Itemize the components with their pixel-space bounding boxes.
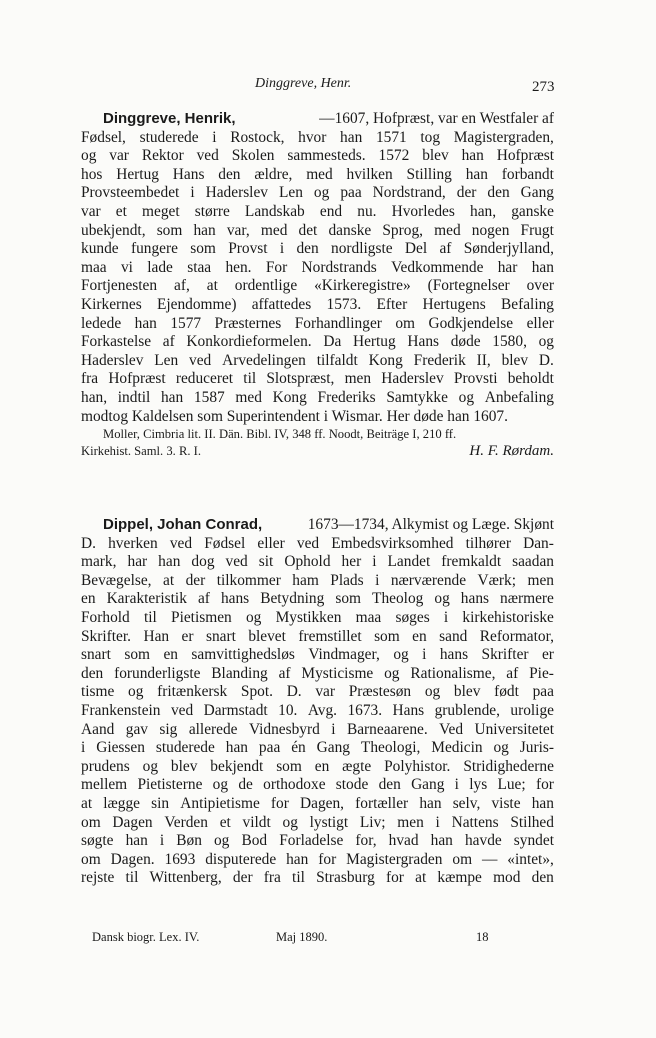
text-line: var et meget større Landskab end nu. Hvorledes han, ganske [81,202,554,220]
footer-signature: 18 [476,930,489,944]
text-line: Skrifter. Han er snart blevet fremstillet som en sand Reformator, [81,627,554,645]
text-line: prudens og blev bekjendt som en ægte Polyhistor. Stridighederne [81,757,554,775]
text-line: en Karakteristik af hans Betydning som Theolog og hans nærmere [81,590,554,608]
text-line: snart som en samvittighedsløs Vindmager, og i hans Skrifter er [81,646,554,664]
text-line: hos Hertug Hans den ældre, med hvilken Stilling han forbandt [81,165,554,183]
text-line: rejste til Wittenberg, der fra til Strasburg for at kæmpe mod den [81,869,554,887]
entry-dinggreve [81,110,554,460]
text-line: Forhold til Pietismen og Mystikken maa søges i kirkehistoriske [81,608,554,626]
text-line: ubekjendt, som han var, med det danske Sprog, med nogen Frugt [81,221,554,239]
entry-first-line [81,110,554,129]
page-number: 273 [532,79,555,95]
entry-first-line [81,516,554,535]
text-line: og var Rektor ved Skolen sammesteds. 1572 blev han Hofpræst [81,147,554,165]
text-line: Forkastelse af Konkordieformelen. Da Hertug Hans døde 1580, og [81,333,554,351]
text-line: maa vi lade staa hen. For Nordstrands Vedkommende har han [81,258,554,276]
text-line: om Dagen Verden et vildt og lystigt Liv; men i Nattens Stilhed [81,813,554,831]
text-line: kunde fungere som Provst i den nordligste Del af Sønderjylland, [81,240,554,258]
footer-date: Maj 1890. [276,930,328,944]
text-line: Frankenstein ved Darmstadt 10. Avg. 1673. Hans grublende, urolige [81,701,554,719]
footer [92,930,492,948]
text-line: modtog Kaldelsen som Superintendent i Wismar. Her døde han 1607. [81,407,508,425]
running-head-title: Dinggreve, Henr. [255,76,352,91]
text-line: tisme og fritænkersk Spot. D. var Præstesøn og blev født paa [81,683,554,701]
footer-work: Dansk biogr. Lex. IV. [92,930,200,944]
text-line: —1607, Hofpræst, var en Westfaler af [319,110,554,127]
sources-line-author [81,443,554,460]
text-line: Fødsel, studerede i Rostock, hvor han 1571 tog Magistergraden, [81,128,554,146]
text-line: Fortjenesten af, at ordentlige «Kirkeregistre» (Fortegnelser over [81,277,554,295]
text-line: 1673—1734, Alkymist og Læge. Skjønt [307,516,554,533]
text-line: mellem Pietisterne og de orthodoxe stode den Gang i lys Lue; for [81,776,554,794]
text-line: Provsteembedet i Haderslev Len og paa Nordstrand, der den Gang [81,184,554,202]
text-line: fra Hofpræst reduceret til Slotspræst, men Haderslev Provsti beholdt [81,370,554,388]
sources-line: Kirkehist. Saml. 3. R. I. [81,444,201,459]
text-line: den forunderligste Blanding af Mysticisme og Rationalisme, af Pie- [81,664,554,682]
entry-dippel [81,516,554,888]
text-line: ledede han 1577 Præsternes Forhandlinger om Godkjendelse eller [81,314,554,332]
text-line: Bevægelse, at der tilkommer ham Plads i nærværende Værk; men [81,571,554,589]
text-line: D. hverken ved Fødsel eller ved Embedsvirksomhed tilhører Dan- [81,534,554,552]
text-line: om Dagen. 1693 disputerede han for Magistergraden om — «intet», [81,850,554,868]
sources-line: Moller, Cimbria lit. II. Dän. Bibl. IV, 348 ff. Noodt, Beiträge I, 210 ff. [103,427,457,442]
text-line: i Giessen studerede han paa én Gang Theologi, Medicin og Juris- [81,739,554,757]
text-line: han, indtil han 1587 med Kong Frederiks Samtykke og Anbefaling [81,388,554,406]
text-line: Haderslev Len ved Arvedelingen tilfaldt Kong Frederik II, blev D. [81,351,554,369]
text-line: søgte han i Bøn og Bod Forladelse for, hvad han havde syndet [81,832,554,850]
author-signature: H. F. Rørdam. [469,443,554,460]
headword: Dinggreve, Henrik, [103,110,236,127]
headword: Dippel, Johan Conrad, [103,516,263,533]
text-line: at lægge sin Antipietisme for Dagen, fortæller han selv, viste han [81,794,554,812]
text-line: Aand gav sig allerede Vidnesbyrd i Barneaarene. Ved Universitetet [81,720,554,738]
text-line: mark, har han dog ved sit Ophold her i Landet fremkaldt saadan [81,553,554,571]
running-head [0,76,656,96]
text-line: Kirkernes Ejendomme) affattedes 1573. Efter Hertugens Befaling [81,295,554,313]
